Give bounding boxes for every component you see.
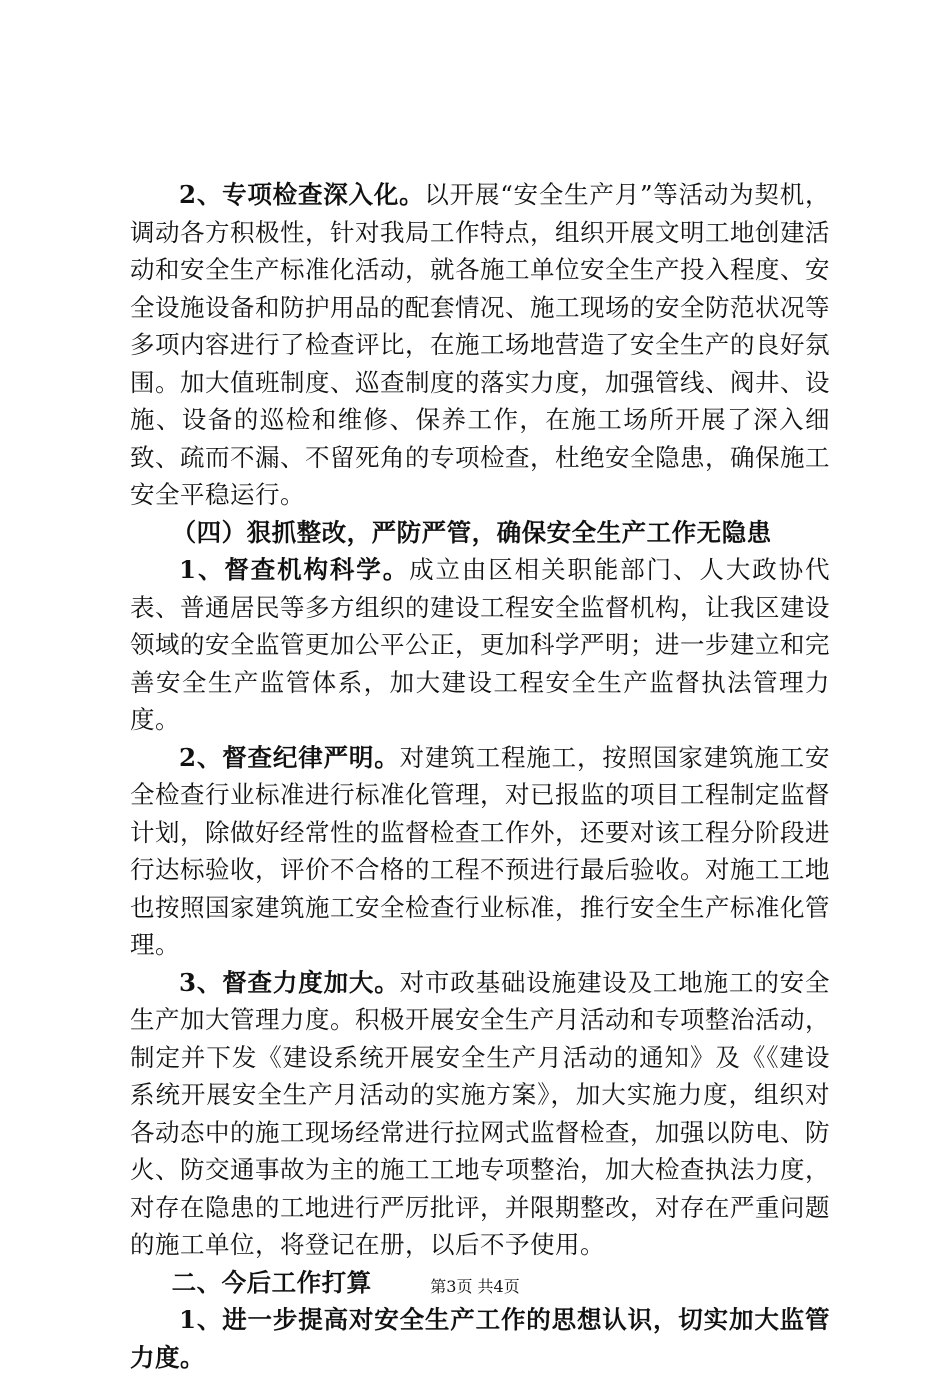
page-footer: 第3页 共4页 [430, 1277, 520, 1296]
paragraph-special-inspection [130, 176, 830, 514]
section-heading-future-plan: 二、今后工作打算 [171, 1267, 372, 1297]
section-heading-rectification: （四）狠抓整改，严防严管，确保安全生产工作无隐患 [171, 517, 772, 547]
paragraph-lead: 2、专项检查深入化。 [179, 180, 425, 209]
paragraph-inspection-discipline [130, 739, 830, 964]
paragraph-lead: 1、督查机构科学。 [179, 555, 410, 584]
paragraph-text: 对建筑工程施工，按照国家建筑施工安全检查行业标准进行标准化管理，对已报监的项目工程制定监督计划，除做好经常性的监督检查工作外，还要对该工程分阶段进行达标验收，评价不合格的工程不预进行最后验收。对施工工地也按照国家建筑施工安全检查行业标准，推行安全生产标准化管理。 [130, 742, 831, 959]
paragraph-text: 以开展“安全生产月”等活动为契机，调动各方积极性，针对我局工作特点，组织开展文明工地创建活动和安全生产标准化活动，就各施工单位安全生产投入程度、安全设施设备和防护用品的配套情况、施工现场的安全防范状况等多项内容进行了检查评比，在施工场地营造了安全生产的良好氛围。加大值班制度、巡查制度的落实力度，加强管线、阀井、设施、设备的巡检和维修、保养工作，在施工场所开展了深入细致、疏而不漏、不留死角的专项检查，杜绝安全隐患，确保施工安全平稳运行。 [130, 180, 830, 509]
paragraph-text: 成立由区相关职能部门、人大政协代表、普通居民等多方组织的建设工程安全监督机构，让我区建设领域的安全监管更加公平公正，更加科学严明；进一步建立和完善安全生产监管体系，加大建设工程安全生产监督执法管理力度。 [130, 555, 831, 734]
paragraph-lead: 2、督查纪律严明。 [179, 742, 400, 772]
paragraph-inspection-agency [130, 551, 830, 739]
paragraph-future-plan-item-1: 1、进一步提高对安全生产工作的思想认识，切实加大监管力度。 [130, 1305, 830, 1372]
document-body [130, 176, 830, 1376]
paragraph-lead: 3、督查力度加大。 [179, 967, 400, 997]
paragraph-inspection-intensity [130, 964, 830, 1264]
paragraph-text: 对市政基础设施建设及工地施工的安全生产加大管理力度。积极开展安全生产月活动和专项整治活动，制定并下发《建设系统开展安全生产月活动的通知》及《《建设系统开展安全生产月活动的实施方案》，加大实施力度，组织对各动态中的施工现场经常进行拉网式监督检查，加强以防电、防火、防交通事故为主的施工工地专项整治，加大检查执法力度，对存在隐患的工地进行严厉批评，并限期整改，对存在严重问题的施工单位，将登记在册，以后不予使用。 [130, 967, 831, 1259]
